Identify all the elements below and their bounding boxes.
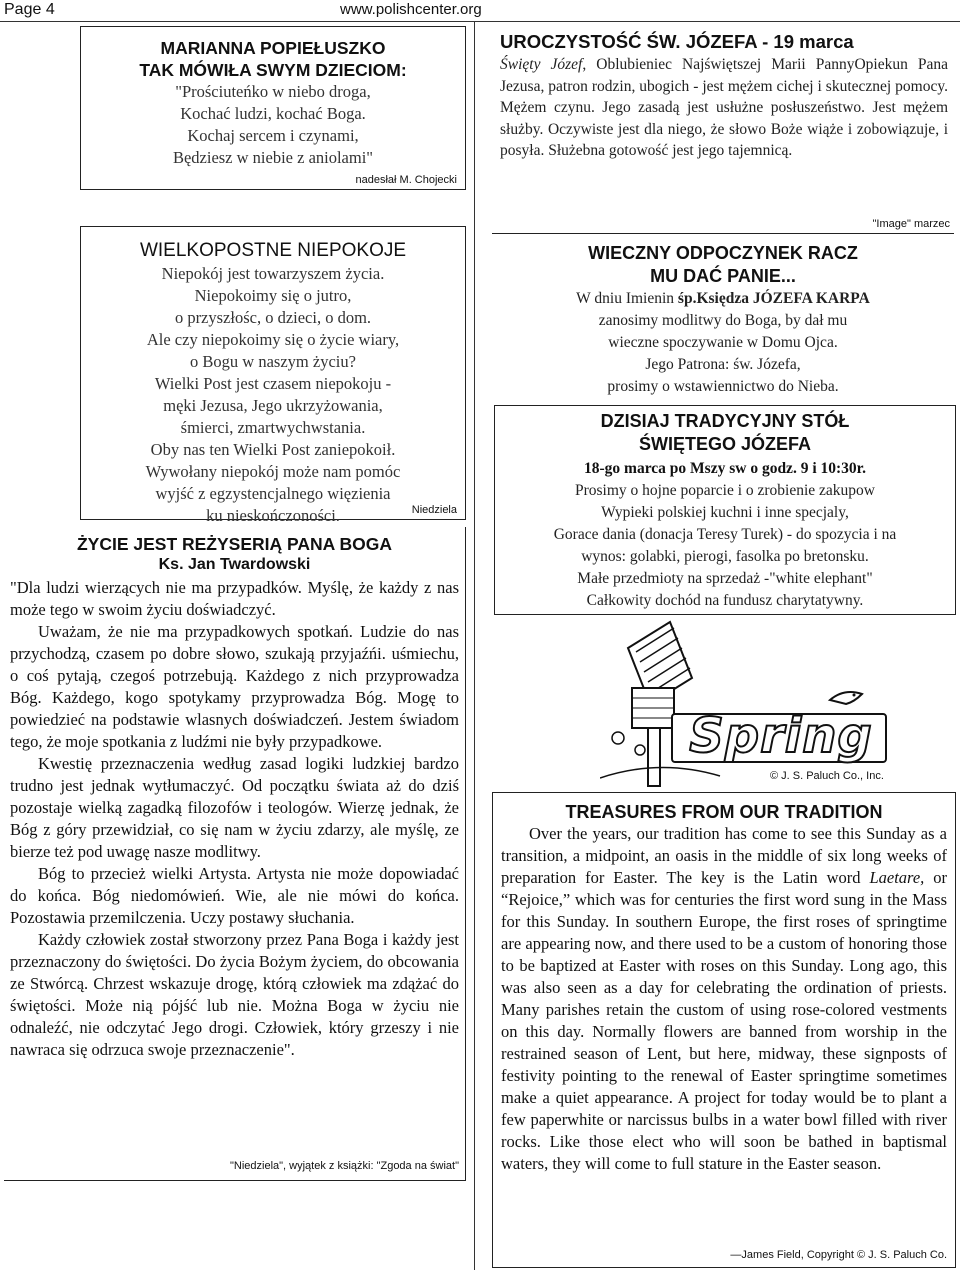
page-number: Page 4	[4, 1, 55, 18]
text: W dniu Imienin	[576, 290, 678, 307]
illustration-copyright: © J. S. Paluch Co., Inc.	[770, 770, 884, 782]
table-line: Gorace dania (donacja Teresy Turek) - do spozycia i na	[553, 526, 897, 543]
box-subtitle: ŚWIĘTEGO JÓZEFA	[638, 434, 812, 454]
box-title: UROCZYSTOŚĆ ŚW. JÓZEFA - 19 marca	[500, 31, 854, 52]
box-saint-joseph	[492, 26, 954, 234]
poem-line: Ale czy niepokoimy się o życie wiary,	[146, 330, 400, 349]
paragraph	[501, 823, 947, 1175]
poem-line: Wielki Post jest czasem niepokoju -	[154, 374, 392, 393]
box-title: DZISIAJ TRADYCYJNY STÓŁ	[600, 411, 850, 431]
lead-italic: Święty Józef	[500, 56, 583, 73]
table-line: Całkowity dochód na fundusz charytatywny.	[586, 592, 864, 609]
memorial-text	[492, 310, 954, 398]
event-date: 18-go marca po Mszy sw o godz. 9 i 10:30r.	[584, 460, 866, 477]
poem-line: ku nieskończoności.	[206, 506, 340, 525]
poem-line: Wywołany niepokój może nam pomóc	[145, 462, 401, 481]
header-rule	[0, 21, 960, 22]
column-divider	[474, 22, 475, 1270]
table-line: Wypieki polskiej kuchni i inne specjaly,	[601, 504, 849, 521]
page-header	[0, 0, 960, 22]
text: Over the years, our tradition has come to see this Sunday as a transition, a midpoint, an oasis in the middle of six long weeks of preparation for Easter. The key is the Latin word	[501, 824, 947, 887]
poem-line: Niepokój jest towarzyszem życia.	[161, 264, 385, 283]
credit: "Image" marzec	[872, 218, 950, 230]
credit: nadesłał M. Chojecki	[355, 174, 457, 186]
poem-line: Kochaj sercem i czynami,	[187, 126, 359, 145]
article-body	[4, 575, 465, 1061]
poem-text	[81, 263, 465, 527]
table-line: wynos: golabki, pierogi, fasolka po bretonsku.	[581, 548, 869, 565]
paragraph: Bóg to przecież wielki Artysta. Artysta nie może dopowiadać do końca. Bóg niedomówień. Wie, ale nie mówi do końca. Pozostawia przemilczenia. Uczy postawy słuchania.	[10, 864, 459, 927]
box-title: MARIANNA POPIEŁUSZKO	[160, 38, 386, 58]
memorial-line: zanosimy modlitwy do Boga, by dał mu	[598, 312, 848, 329]
box-treasures	[492, 792, 956, 1268]
priest-name: śp.Księdza JÓZEFA KARPA	[677, 290, 870, 307]
spring-illustration	[600, 618, 890, 788]
box-subtitle: MU DAĆ PANIE...	[650, 266, 796, 286]
box-title: TREASURES FROM OUR TRADITION	[565, 802, 883, 822]
poem-line: wyjść z egzystencjalnego więzienia	[155, 484, 391, 503]
table-line: Prosimy o hojne poparcie i o zrobienie zakupow	[574, 482, 876, 499]
poem-line: męki Jezusa, Jego ukrzyżowania,	[163, 396, 383, 415]
credit: "Niedziela", wyjątek z książki: "Zgoda na świat"	[230, 1160, 459, 1172]
poem-box-popieluszko	[80, 26, 466, 190]
table-line: Małe przedmioty na sprzedaż -"white elephant"	[577, 570, 873, 587]
poem-line: o Bogu w naszym życiu?	[190, 352, 356, 371]
paragraph: "Dla ludzi wierzących nie ma przypadków. Myślę, że każdy z nas może tego w swoim życiu doświadczyć.	[10, 578, 459, 619]
credit: Niedziela	[411, 504, 457, 516]
paragraph: Kwestię przeznaczenia według zasad logiki ludzkiej bardzo trudno jest jednak wytłumaczyć. Od początku świata aż do dziś pozostaje wielką zagadką filozofów i teologów. Wierzę jednak, że Bóg z góry przewidział, co się nam w życiu zdarzy, ale myślę, ze bierze też pod uwagę nasze modlitwy.	[10, 754, 459, 861]
paragraph: , Oblubieniec Najświętszej Marii PannyOpiekun Pana Jezusa, patron rodzin, ubogich - jest mężem cichej i skutecznej pomocy. Mężem czynu. Jego zasadą jest usłużne posłuszeństwo. Jest mężem służby. Oczywiste jest dla niego, że słowo Boże wiąże i zobowiązuje, i posyła. Służebna gotowość jest jego tajemnicą.	[500, 56, 948, 159]
latin-word: Laetare,	[869, 868, 925, 887]
poem-line: Niepokoimy się o jutro,	[194, 286, 352, 305]
box-subtitle: TAK MÓWIŁA SWYM DZIECIOM:	[139, 60, 407, 80]
site-url: www.polishcenter.org	[340, 1, 482, 18]
memorial-line: Jego Patrona: św. Józefa,	[645, 356, 801, 373]
poem-line: Kochać ludzi, kochać Boga.	[180, 104, 366, 123]
poem-line: Oby nas ten Wielki Post zaniepokoił.	[150, 440, 396, 459]
table-text	[495, 480, 955, 612]
paragraph: Każdy człowiek został stworzony przez Pana Boga i każdy jest przeznaczony do świętości. Do życia Bożym życiem, do obcowania ze Stwórcą. Chrzest wskazuje drogę, którą człowiek ma zdążać do świętości. Może nią pójść lub nie. Można Boga w życiu nie odnaleźć, nie odczytać Jego drogi. Człowiek, który grzeszy i nie nawraca się odrzuca swoje przeznaczenie".	[10, 930, 459, 1059]
credit: —James Field, Copyright © J. S. Paluch Co.	[730, 1249, 947, 1261]
poem-text	[81, 81, 465, 169]
article-box-twardowski	[4, 527, 466, 1181]
paragraph: Uważam, że nie ma przypadkowych spotkań. Ludzie do nas przychodzą, czasem po dobre słowo, szukają przyjaźńi. uśmiechu, o coś pytają, czegoś potrzebują. Każdego z nich przyprowadza Bóg. Każdego, kogo spotykamy przyprowadza Bóg. Mogę to powiedzieć na podstawie wlasnych doświadczeń. Jestem świadom tego, że moje spotkania z ludźmi nie były przypadkowe.	[10, 622, 459, 751]
poem-line: "Prościuteńko w niebo droga,	[175, 82, 371, 101]
joseph-text	[492, 54, 954, 162]
article-author: Ks. Jan Twardowski	[158, 556, 311, 573]
memorial-line: wieczne spoczywanie w Domu Ojca.	[608, 334, 838, 351]
treasures-text	[493, 823, 955, 1175]
spring-word: Spring	[689, 708, 873, 764]
box-title: WIELKOPOSTNE NIEPOKOJE	[139, 240, 407, 261]
poem-line: Będziesz w niebie z aniolami"	[172, 148, 374, 167]
text: or “Rejoice,” which was for centuries the first word sung in the Mass for this Sunday. In southern Europe, the first roses of springtime are appearing now, and there used to be a custom of honoring those to be baptized at Easter with roses on this Sunday. Long ago, this was also seen as a day for celebrating the ordination of priests. Many parishes retain the custom of using rose-colored vestments on this day. Normally flowers are banned from worship in the restrained season of Lent, but here, midway, these signposts of festivity pointing to the renewal of Easter springtime sometimes make a quiet appearance. A project for today would be to plant a few paperwhite or narcissus bulbs in a water bowl filled with river rocks. Like those elect who will soon be bathed in baptismal waters, they will come to full stature in the Easter season.	[501, 868, 947, 1173]
box-st-joseph-table	[494, 405, 956, 615]
box-title: WIECZNY ODPOCZYNEK RACZ	[588, 243, 858, 263]
poem-box-niepokoje	[80, 226, 466, 525]
memorial-line	[492, 288, 954, 310]
article-title: ŻYCIE JEST REŻYSERIĄ PANA BOGA	[76, 534, 393, 554]
poem-line: śmierci, zmartwychwstania.	[180, 418, 366, 437]
memorial-line: prosimy o wstawiennictwo do Nieba.	[607, 378, 839, 395]
poem-line: o przyszłośc, o dzieci, o dom.	[174, 308, 372, 327]
box-memorial	[492, 242, 954, 402]
